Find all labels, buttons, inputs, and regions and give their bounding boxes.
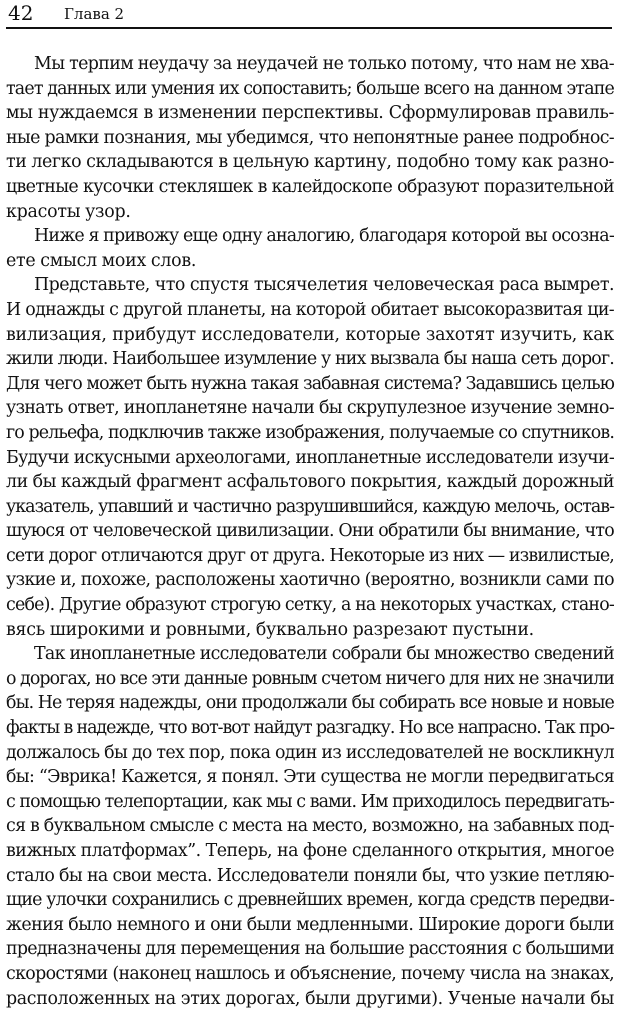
- text-line: Для чего может быть нужна такая забавная система? Задавшись целью: [6, 373, 614, 394]
- text-line: себе). Другие образуют строгую сетку, а на некоторых участках, стано-: [6, 595, 614, 616]
- text-line: вясь широкими и ровными, буквально разрезают пустыни.: [6, 619, 534, 640]
- text-line: Мы терпим неудачу за неудачей не только потому, что нам не хва-: [34, 54, 614, 74]
- text-line: Будучи искусными археологами, инопланетные исследователи изучи-: [6, 447, 614, 468]
- text-line: ся в буквальном смысле с места на место, возможно, на забавных под-: [6, 816, 614, 837]
- text-line: мы нуждаемся в изменении перспективы. Сформулировав правиль-: [6, 103, 614, 124]
- text-line: сети дорог отличаются друг от друга. Некоторые из них — извилистые,: [6, 545, 614, 566]
- text-line: Так инопланетные исследователи собрали бы множество сведений: [34, 644, 614, 665]
- text-line: тает данных или умения их сопоставить; больше всего на данном этапе: [6, 78, 614, 99]
- text-line: жения было немного и они были медленными. Широкие дороги были: [6, 914, 614, 935]
- text-line: ете смысл моих слов.: [6, 250, 197, 271]
- page-number: 42: [8, 1, 34, 25]
- body-text: [6, 52, 614, 1011]
- text-line: красоты узор.: [6, 201, 131, 222]
- text-line: о дорогах, но все эти данные ровным счетом ничего для них не значили: [6, 668, 614, 689]
- text-line: факты в надежде, что вот-вот найдут разгадку. Но все напрасно. Так про-: [6, 718, 614, 739]
- text-line: бы. Не теряя надежды, они продолжали бы собирать все новые и новые: [6, 693, 614, 714]
- text-line: ные рамки познания, мы убедимся, что непонятные ранее подробнос-: [6, 127, 614, 148]
- running-head: [6, 0, 614, 28]
- text-line: стало бы на свои места. Исследователи поняли бы, что узкие петляю-: [6, 865, 614, 886]
- text-line: узкие и, похоже, расположены хаотично (вероятно, возникли сами по: [6, 570, 614, 591]
- text-line: указатель, упавший и частично разрушившийся, каждую мелочь, остав-: [6, 496, 614, 517]
- text-line: скоростями (наконец нашлось и объяснение, почему числа на знаках,: [6, 963, 614, 984]
- text-line: жили люди. Наибольшее изумление у них вызвала бы наша сеть дорог.: [6, 349, 614, 370]
- paragraph-1: [6, 52, 614, 224]
- text-line: бы: “Эврика! Кажется, я понял. Эти существа не могли передвигаться: [6, 767, 614, 788]
- text-line: расположенных на этих дорогах, были другими). Ученые начали бы: [6, 988, 614, 1009]
- paragraph-2: [6, 224, 614, 273]
- header-rule: [6, 27, 612, 29]
- text-line: И однажды с другой планеты, на которой обитает высокоразвитая ци-: [6, 299, 614, 320]
- chapter-title: Глава 2: [64, 5, 125, 23]
- paragraph-4: [6, 642, 614, 1011]
- text-line: цветные кусочки стекляшек в калейдоскопе образуют поразительной: [6, 176, 614, 197]
- text-line: предназначены для перемещения на большие расстояния с большими: [6, 939, 614, 960]
- text-line: шуюся от человеческой цивилизации. Они обратили бы внимание, что: [6, 521, 614, 542]
- text-line: вижных платформах”. Теперь, на фоне сделанного открытия, многое: [6, 841, 614, 861]
- text-line: Представьте, что спустя тысячелетия человеческая раса вымрет.: [34, 275, 614, 296]
- text-line: вилизация, прибудут исследователи, которые захотят изучить, как: [6, 324, 614, 345]
- text-line: с помощью телепортации, как мы с вами. Им приходилось передвигать-: [6, 791, 614, 812]
- text-line: Ниже я привожу еще одну аналогию, благодаря которой вы осозна-: [34, 226, 614, 247]
- text-line: должалось бы до тех пор, пока один из исследователей не воскликнул: [6, 742, 614, 763]
- text-line: узнать ответ, инопланетяне начали бы скрупулезное изучение земно-: [6, 398, 614, 419]
- text-line: ти легко складываются в цельную картину, подобно тому как разно-: [6, 152, 614, 173]
- text-line: ли бы каждый фрагмент асфальтового покрытия, каждый дорожный: [6, 472, 614, 493]
- text-line: щие улочки сохранились с древнейших времен, когда средств передви-: [6, 890, 614, 911]
- paragraph-3: [6, 273, 614, 642]
- text-line: го рельефа, подключив также изображения, получаемые со спутников.: [6, 422, 614, 443]
